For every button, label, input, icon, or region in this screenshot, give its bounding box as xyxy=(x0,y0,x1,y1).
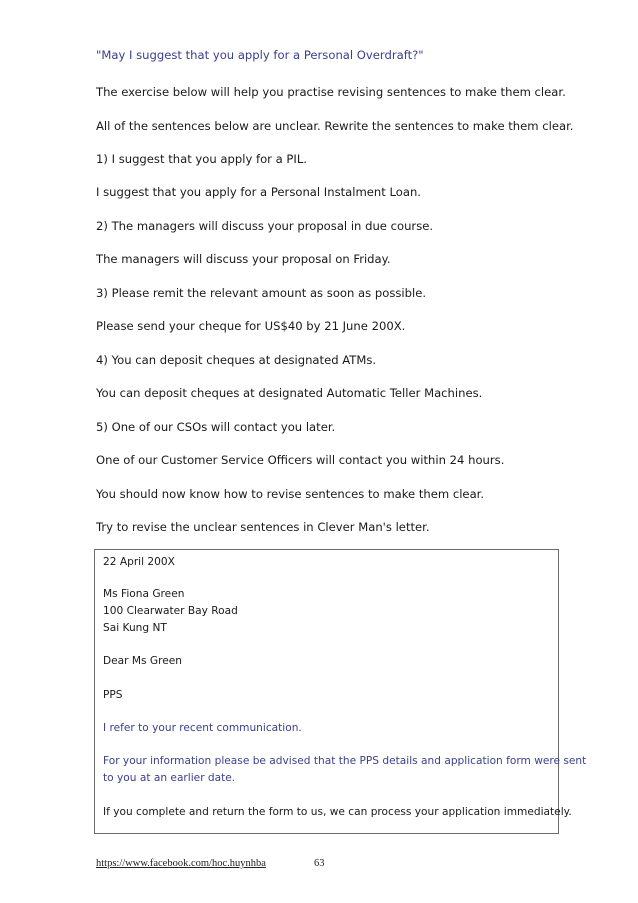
footer-url-link[interactable]: https://www.facebook.com/hoc.huynhba xyxy=(96,858,266,869)
letter-para2-line1: For your information please be advised that the PPS details and application form were sent xyxy=(103,755,587,767)
quote-line: "May I suggest that you apply for a Personal Overdraft?" xyxy=(96,48,424,62)
intro-line: The exercise below will help you practise revising sentences to make them clear. xyxy=(96,85,566,99)
letter-recipient-name: Ms Fiona Green xyxy=(103,588,185,600)
item-4-revised: You can deposit cheques at designated Automatic Teller Machines. xyxy=(96,386,483,400)
page-number: 63 xyxy=(314,858,325,869)
task-line: Try to revise the unclear sentences in Clever Man's letter. xyxy=(96,520,430,534)
letter-para2-line2: to you at an earlier date. xyxy=(103,772,236,784)
letter-address-line2: Sai Kung NT xyxy=(103,622,167,634)
item-1-unclear: 1) I suggest that you apply for a PIL. xyxy=(96,152,307,166)
letter-para1: I refer to your recent communication. xyxy=(103,722,302,734)
item-2-revised: The managers will discuss your proposal on Friday. xyxy=(96,252,391,266)
item-1-revised: I suggest that you apply for a Personal Instalment Loan. xyxy=(96,185,421,199)
letter-salutation: Dear Ms Green xyxy=(103,655,182,667)
item-3-revised: Please send your cheque for US$40 by 21 June 200X. xyxy=(96,319,406,333)
item-2-unclear: 2) The managers will discuss your proposal in due course. xyxy=(96,219,434,233)
letter-box xyxy=(94,549,587,834)
letter-subject: PPS xyxy=(103,689,123,701)
item-5-unclear: 5) One of our CSOs will contact you later. xyxy=(96,420,336,434)
item-5-revised: One of our Customer Service Officers will contact you within 24 hours. xyxy=(96,453,505,467)
item-3-unclear: 3) Please remit the relevant amount as soon as possible. xyxy=(96,286,427,300)
letter-para3: If you complete and return the form to us, we can process your application immediately. xyxy=(103,806,572,818)
page-footer xyxy=(96,858,325,869)
item-4-unclear: 4) You can deposit cheques at designated ATMs. xyxy=(96,353,377,367)
letter-date: 22 April 200X xyxy=(103,556,175,568)
conclusion-line: You should now know how to revise sentences to make them clear. xyxy=(96,487,485,501)
instruction-line: All of the sentences below are unclear. Rewrite the sentences to make them clear. xyxy=(96,119,574,133)
letter-address-line1: 100 Clearwater Bay Road xyxy=(103,605,238,617)
